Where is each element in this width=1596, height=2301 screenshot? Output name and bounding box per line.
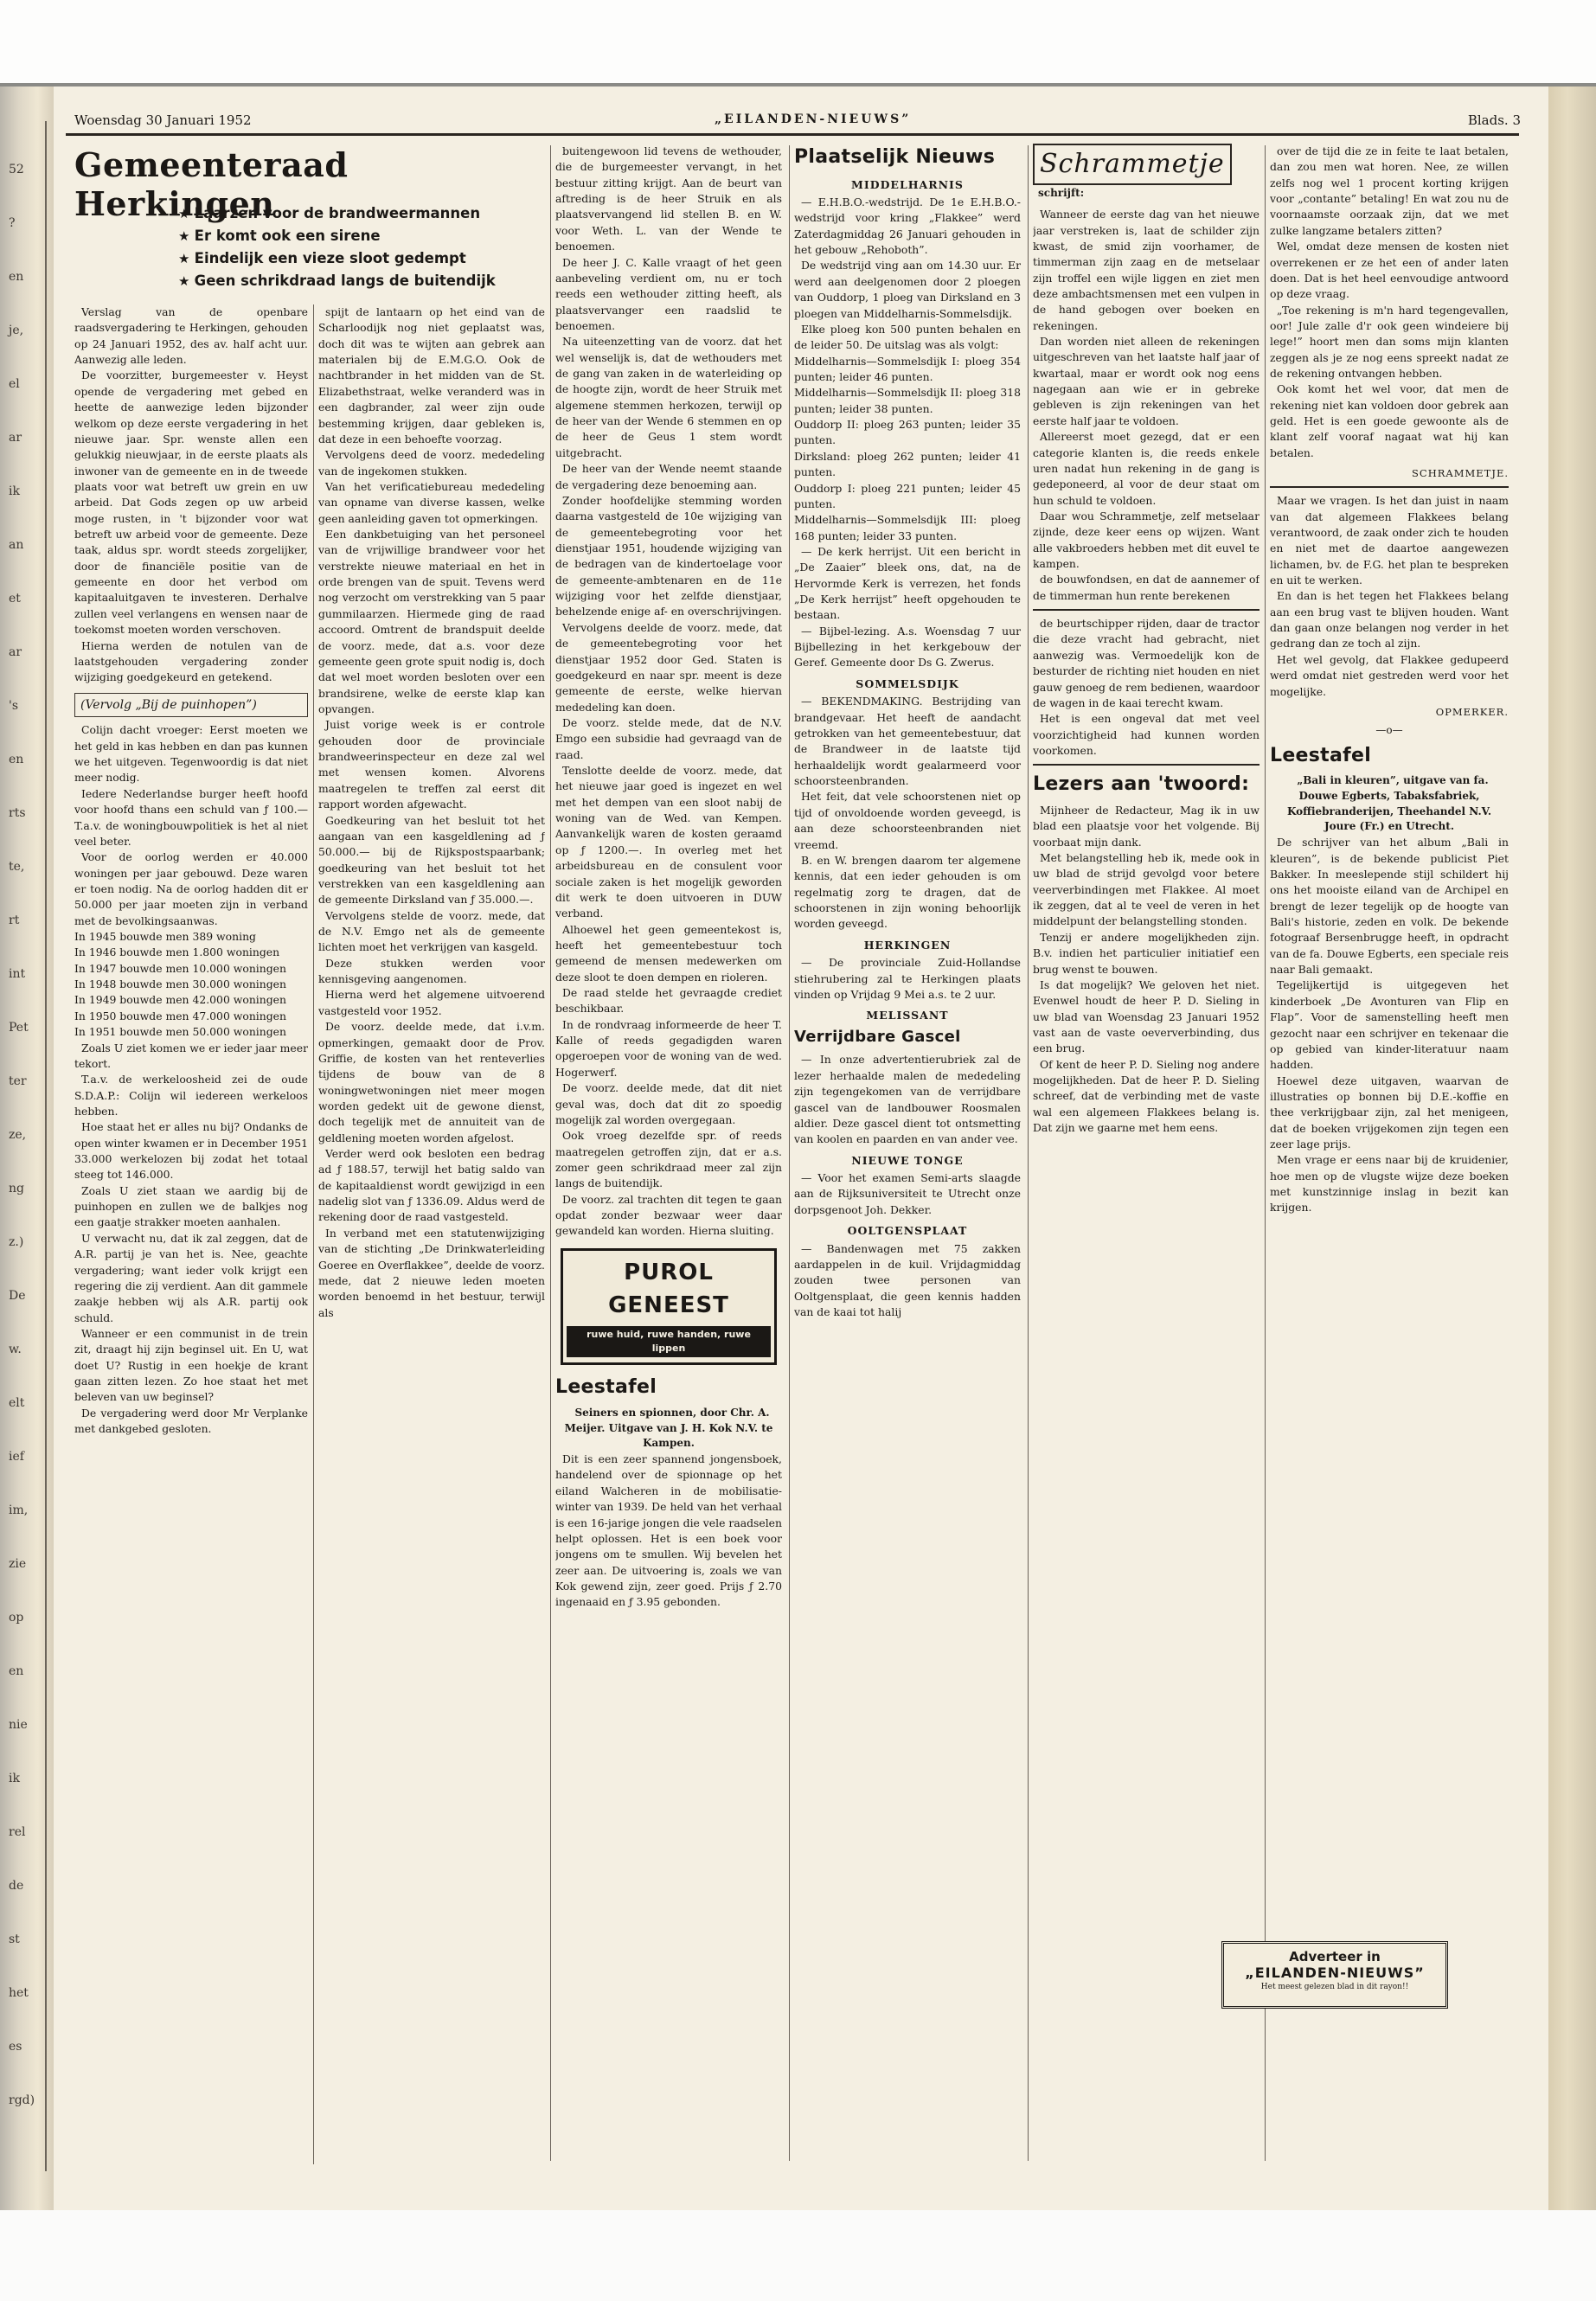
paragraph: Wanneer er een communist in de trein zit, draagt hij zijn beginsel uit. En U, wat doet U? Rustig in een hoekje de krant gaan zitten lezen. Zo hoe staat het met beleven van uw beginsel? [74, 1327, 308, 1404]
paragraph: Elke ploeg kon 500 punten behalen en de leider 50. De uitslag was als volgt: [794, 322, 1021, 352]
paragraph: Wanneer de eerste dag van het nieuwe jaar verstreken is, laat de schilder zijn kwast, de smid zijn voorhamer, de timmerman zijn zaag en de metselaar zijn troffel een wijle liggen en ziet men deze ambachtsmensen met een vulpen in de hand gebogen over boeken en rekeningen. [1033, 208, 1259, 332]
paragraph: Dan worden niet alleen de rekeningen uitgeschreven van het laatste half jaar of kwartaal, maar er wordt ook nog eens nagegaan aan wie er in gebreke gebleven is zijn rekeningen van het eerste half jaar te voldoen. [1033, 335, 1259, 427]
paragraph: — De provinciale Zuid-Hollandse stiehrubering zal te Herkingen plaats vinden op Vrijdag 9 Mei a.s. te 2 uur. [794, 956, 1021, 1001]
place-heading: MELISSANT [866, 1009, 949, 1022]
paragraph: — In onze advertentierubriek zal de lezer herhaalde malen de mededeling zijn tegengekomen van de verrijdbare gascel van de landbouwer Roosmalen aldier. Deze gascel dient tot ontsmetting van koolen en paarden en van ander vee. [794, 1053, 1021, 1146]
paragraph: Is dat mogelijk? We geloven het niet. Evenwel houdt de heer P. D. Sieling in uw blad van Woensdag 23 Januari 1952 vast aan de vaste oeververbinding, dus een brug. [1033, 977, 1259, 1055]
edge-fragment: el [9, 377, 20, 391]
edge-fragment: rgd) [9, 2093, 35, 2107]
paragraph: De voorzitter, burgemeester v. Heyst opende de vergadering met gebed en heette de aanwezige leden bijzonder welkom op deze eerste vergadering in het nieuwe jaar. Spr. wenste allen een gelukkig nieuwjaar, in de eerste plaats als inwoner van de gemeente en in de tweede plaats voor wat betreft uw grein en uw arbeid. Dat Gods zegen op uw arbeid moge rusten, in 't bijzonder voor wat betreft uw arbeid voor de gemeente. Deze taak, aldus spr. wordt steeds zorgelijker, door de financiële positie van de gemeente en door het verbod om kapitaaluitgaven te investeren. Derhalve zullen veel verlangens en wensen naar de toekomst moeten worden verschoven. [74, 369, 308, 637]
column-rule [789, 145, 790, 2161]
paragraph: Maar we vragen. Is het dan juist in naam van dat algemeen Flakkees belang verantwoord, de zaak onder zich te houden en niet met de daartoe aangewezen lichamen, bv. de F.G. het plan te bespreken en uit te werken. [1270, 494, 1509, 586]
paragraph: Een dankbetuiging van het personeel van de vrijwillige brandweer voor het verstrekte nieuwe materiaal en het in orde brengen van de spuit. Tevens werd nog verzocht om verstrekking van 5 paar gummilaarzen. Hiermede ging de raad accoord. Omtrent de brandspuit deelde de voorz. mede, dat a.s. voor deze gemeente geen grote spuit nodig is, doch dat wel moet worden besloten over een brandsirene, welke de eerste klap kan opvangen. [318, 528, 545, 715]
schrammetje-note: schrijft: [1038, 187, 1085, 200]
place-heading: OOLTGENSPLAAT [847, 1224, 968, 1238]
paragraph: Men vrage er eens naar bij de kruidenier, hoe men op de vlugste wijze deze boeken met kunstzinnige inslag in bezit kan krijgen. [1270, 1153, 1509, 1215]
issue-date: Woensdag 30 Januari 1952 [74, 112, 252, 128]
paragraph: De schrijver van het album „Bali in kleuren”, is de bekende publicist Piet Bakker. In meeslepende stijl schildert hij ons het mooiste eiland van de Archipel en brengt de lezer tegelijk op de hoogte van Bali's historie, zeden en volk. De bekende fotograaf Bersenbrugge heeft, in opdracht van de fa. Douwe Egberts, een speciale reis naar Bali gemaakt. [1270, 836, 1509, 977]
housing-row: In 1950 bouwde men 47.000 woningen [74, 1009, 286, 1022]
edge-fragment: nie [9, 1718, 28, 1732]
result-row: Ouddorp I: ploeg 221 punten; leider 45 punten. [794, 481, 1021, 510]
place-heading: MIDDELHARNIS [851, 177, 964, 191]
result-row: Middelharnis—Sommelsdijk III: ploeg 168 punten; leider 33 punten. [794, 513, 1021, 542]
paragraph: „Toe rekening is m'n hard tegengevallen, oor! Jule zalle d'r ook geen windeiere bij lege!” hoort men dan soms mijn klanten zeggen als je ze nog eens spreekt nadat ze de rekening ontvangen hebben. [1270, 303, 1509, 381]
paragraph: over de tijd die ze in feite te laat betalen, dan zou men wat horen. Nee, ze willen zelfs nog wel 1 procent korting krijgen voor „contante” betaling! En wat zou nu de voornaamste oorzaak zijn, dat we met zulke langzame betalers zitten? [1270, 144, 1509, 237]
column-rule [1265, 145, 1266, 2161]
paragraph: — Bijbel-lezing. A.s. Woensdag 7 uur Bijbellezing in het kerkgebouw der Geref. Gemeente door Ds G. Zwerus. [794, 624, 1021, 670]
paragraph: — De kerk herrijst. Uit een bericht in „De Zaaier” bleek ons, dat, na de Hervormde Kerk is verrezen, het fonds „De Kerk herrijst” heeft opgehouden te bestaan. [794, 544, 1021, 622]
housing-row: In 1945 bouwde men 389 woning [74, 930, 256, 944]
purol-tagline: ruwe huid, ruwe handen, ruwe lippen [567, 1326, 771, 1358]
edge-fragment: w. [9, 1343, 22, 1356]
paragraph: De wedstrijd ving aan om 14.30 uur. Er werd aan deelgenomen door 2 ploegen van Ouddorp, 1 ploeg van Dirksland en 3 ploegen van Middelharnis-Sommelsdijk. [794, 259, 1021, 320]
result-row: Middelharnis—Sommelsdijk I: ploeg 354 punten; leider 46 punten. [794, 354, 1021, 383]
edge-fragment: ter [9, 1074, 27, 1088]
paragraph: En dan is het tegen het Flakkees belang aan een brug vast te blijven houden. Want dan gaan onze belangen nog verder in het gedrang dan ze toch al zijn. [1270, 589, 1509, 651]
edge-fragment: elt [9, 1396, 25, 1410]
edge-fragment: es [9, 2040, 22, 2054]
result-row: Dirksland: ploeg 262 punten; leider 41 punten. [794, 449, 1021, 479]
result-row: Ouddorp II: ploeg 263 punten; leider 35 punten. [794, 418, 1021, 447]
paragraph: Hierna werd het algemene uitvoerend vastgesteld voor 1952. [318, 988, 545, 1017]
edge-fragment: im, [9, 1503, 29, 1517]
housing-row: In 1951 bouwde men 50.000 woningen [74, 1025, 286, 1039]
edge-fragment: ze, [9, 1128, 27, 1142]
paragraph: De heer van der Wende neemt staande de vergadering deze benoeming aan. [555, 462, 782, 491]
letters-heading: Lezers aan 'twoord: [1033, 773, 1250, 796]
newspaper-page [54, 87, 1548, 2210]
paragraph: Mijnheer de Redacteur, Mag ik in uw blad een plaatsje voor het volgende. Bij voorbaat mijn dank. [1033, 803, 1259, 849]
paragraph: Hierna werden de notulen van de laatstgehouden vergadering zonder wijziging goedgekeurd en getekend. [74, 638, 308, 684]
column-1 [74, 304, 308, 2169]
edge-fragment: 52 [9, 163, 24, 176]
paragraph: B. en W. brengen daarom ter algemene kennis, dat een ieder gehouden is om regelmatig zorg te dragen, dat de schoorstenen in zijn woning behoorlijk worden geveegd. [794, 853, 1021, 931]
paragraph: Met belangstelling heb ik, mede ook in uw blad de strijd gevolgd voor betere veerverbindingen met Flakkee. Al moet ik zeggen, dat al te veel de veren in het middelpunt der belangstelling stonden. [1033, 850, 1259, 928]
edge-fragment: en [9, 1664, 24, 1678]
edge-fragment: rt [9, 913, 20, 927]
continued-heading: (Vervolg „Bij de puinhopen”) [74, 693, 308, 718]
scanner-bottom [0, 2210, 1596, 2301]
signature: SCHRAMMETJE. [1412, 467, 1509, 480]
housing-row: In 1948 bouwde men 30.000 woningen [74, 977, 286, 991]
edge-fragment: ik [9, 1772, 20, 1785]
advertise-paper-name: „EILANDEN-NIEUWS” [1245, 1965, 1425, 1981]
paragraph: Zoals U ziet staan we aardig bij de puinhopen en zullen we de balkjes nog een gaatje strakker moeten aanhalen. [74, 1183, 308, 1229]
paragraph: Hoe staat het er alles nu bij? Ondanks de open winter kwamen er in December 1951 33.000 werkelozen bij zodat het totaal steeg tot 146.000. [74, 1120, 308, 1182]
column-rule [313, 304, 314, 2164]
paragraph: De voorz. stelde mede, dat de N.V. Emgo een subsidie had gevraagd van de raad. [555, 715, 782, 761]
edge-fragment: zie [9, 1557, 27, 1571]
paragraph: Ook vroeg dezelfde spr. of reeds maatregelen getroffen zijn, dat er a.s. zomer geen schrikdraad meer zal zijn langs de buitendijk. [555, 1129, 782, 1190]
headline-subheads [178, 202, 550, 292]
paragraph: de bouwfondsen, en dat de aannemer of de timmerman hun rente berekenen [1033, 573, 1259, 602]
column-5 [1033, 144, 1259, 2168]
result-row: Middelharnis—Sommelsdijk II: ploeg 318 punten; leider 38 punten. [794, 386, 1021, 415]
paragraph: — BEKENDMAKING. Bestrijding van brandgevaar. Het heeft de aandacht getrokken van het gemeentebestuur, dat de Brandweer in de laatste tijd herhaaldelijk wordt gealarmeerd voor schoorsteenbranden. [794, 695, 1021, 788]
leestafel-heading: Leestafel [1270, 744, 1372, 766]
edge-fragment: te, [9, 860, 25, 874]
paragraph: U verwacht nu, dat ik zal zeggen, dat de A.R. partij je van het is. Nee, geachte vergadering; want ieder volk krijgt een regering die zij verdient. Aan dit gammele zaakje hebben wij als A.R. partij ook schuld. [74, 1231, 308, 1324]
column-3 [555, 144, 782, 2168]
paragraph: Allereerst moet gezegd, dat er een categorie klanten is, die reeds enkele uren nadat hun rekening in de gang is gedeponeerd, al voor de deur staat om hun schuld te voldoen. [1033, 430, 1259, 507]
column-rule [1028, 145, 1029, 2161]
paragraph: Wel, omdat deze mensen de kosten niet overrekenen er ze het een of ander laten doen. Dat is het heel eenvoudige antwoord op deze vraag. [1270, 240, 1509, 301]
results-list [794, 354, 1021, 544]
edge-fragment: ief [9, 1450, 24, 1464]
edge-fragment: ? [9, 216, 16, 230]
edge-fragment: et [9, 592, 21, 606]
column-rule [550, 145, 551, 2161]
paragraph: Tenzij er andere mogelijkheden zijn. B.v. indien het particulier initiatief een brug wenst te bouwen. [1033, 930, 1259, 976]
paragraph: Dit is een zeer spannend jongensboek, handelend over de spionnage op het eiland Walcheren in de mobilisatie-winter van 1939. De held van het verhaal is een 16-jarige jongen die vele raadselen helpt oplossen. Het is een boek voor jongens om te smullen. Wij bevelen het zeer aan. De uitvoering is, zoals we van Kok gewend zijn, zeer goed. Prijs ƒ 2.70 ingenaaid en ƒ 3.95 gebonden. [555, 1452, 782, 1609]
paragraph: Na uiteenzetting van de voorz. dat het wel wenselijk is, dat de wethouders met de gang van zaken in de waterleiding op de hoogte zijn, wordt de heer Struik met algemene stemmen herkozen, terwijl op de heer van der Wende 6 stemmen en op de heer de Geus 1 stem wordt uitgebracht. [555, 335, 782, 459]
paragraph: De heer J. C. Kalle vraagt of het geen aanbeveling verdient om, nu er toch reeds een wethouder zitting heeft, als plaatsvervanger een raadslid te benoemen. [555, 255, 782, 332]
place-heading: HERKINGEN [863, 938, 952, 952]
section-rule [1033, 764, 1259, 766]
paragraph: De voorz. deelde mede, dat dit niet geval was, doch dat dit zo spoedig mogelijk zal worden overgegaan. [555, 1081, 782, 1126]
paragraph: Vervolgens deelde de voorz. mede, dat de gemeentebegroting voor het dienstjaar 1952 door Ged. Staten is goedgekeurd en naar spr. meent is deze gemeente de eerste, welke hiervan mededeling kan doen. [555, 620, 782, 714]
edge-fragment: st [9, 1932, 20, 1946]
schrammetje-heading [1033, 144, 1259, 202]
edge-fragment: en [9, 270, 24, 284]
subhead: ★ Laarzen voor de brandweermannen [178, 202, 550, 225]
signature: OPMERKER. [1435, 705, 1509, 718]
paragraph: Verder werd ook besloten een bedrag ad ƒ 188.57, terwijl het batig saldo van de kapitaaldienst wordt gewijzigd in een nadelig slot van ƒ 1336.09. Aldus werd de rekening door de raad vastgesteld. [318, 1147, 545, 1224]
edge-fragment: ar [9, 431, 22, 445]
paragraph: Goedkeuring van het besluit tot het aangaan van een kasgeldlening ad ƒ 50.000.— bij de Rijkspostspaarbank; goedkeuring van het besluit tot het verstrekken van een kasgeldlening aan de gemeente Dirksland van ƒ 35.000.—. [318, 813, 545, 907]
purol-advertisement [561, 1248, 777, 1365]
housing-row: In 1949 bouwde men 42.000 woningen [74, 993, 286, 1007]
paragraph: de beurtschipper rijden, daar de tractor die deze vracht had gebracht, niet aanwezig was. Vermoedelijk kon de besturder de richting niet houden en niet gauw genoeg de rem bedienen, waardoor de wagen in de kaai terecht kwam. [1033, 617, 1259, 709]
main-headline: Gemeenteraad Herkingen [74, 145, 349, 223]
local-news-heading: Plaatselijk Nieuws [794, 146, 996, 168]
paragraph: Zonder hoofdelijke stemming worden daarna vastgesteld de 10e wijziging van de gemeentebegroting voor het dienstjaar 1951, houdende wijziging van de bedragen van de kindertoelage voor de gemeente-ambtenaren en de 11e wijziging voor het zelfde dienstjaar, behelzende enige af- en overschrijvingen. [555, 493, 782, 619]
place-heading: SOMMELSDIJK [856, 676, 959, 690]
advertise-line: Adverteer in [1289, 1949, 1381, 1965]
paragraph: In de rondvraag informeerde de heer T. Kalle of reeds gegadigden waren opgeroepen voor de woning van de wed. Hogerwerf. [555, 1017, 782, 1079]
paragraph: Voor de oorlog werden er 40.000 woningen per jaar gebouwd. Deze waren er toen nodig. Na de oorlog hadden dit er 50.000 per jaar moeten zijn in verband met de bevolkingsaanwas. [74, 850, 308, 927]
header-rule [66, 133, 1519, 136]
section-rule [1033, 609, 1259, 611]
place-heading: NIEUWE TONGE [851, 1153, 964, 1167]
paragraph: Zoals U ziet komen we er ieder jaar meer tekort. [74, 1041, 308, 1070]
paragraph: Vervolgens deed de voorz. mededeling van de ingekomen stukken. [318, 448, 545, 478]
paragraph: In verband met een statutenwijziging van de stichting „De Drinkwaterleiding Goeree en Overflakkee”, deelde de voorz. mede, dat 2 nieuwe leden moeten worden benoemd in het bestuur, terwijl als [318, 1226, 545, 1319]
paragraph: Het wel gevolg, dat Flakkee gedupeerd werd omdat niet gestreden werd voor het mogelijke. [1270, 652, 1509, 698]
right-page-edge [1548, 87, 1596, 2214]
running-head [74, 109, 1521, 133]
column-2 [318, 304, 545, 2169]
subhead: ★ Eindelijk een vieze sloot gedempt [178, 247, 550, 270]
section-rule [1270, 486, 1509, 488]
leestafel-heading: Leestafel [555, 1376, 657, 1399]
edge-fragment: ar [9, 645, 22, 659]
paragraph: Colijn dacht vroeger: Eerst moeten we het geld in kas hebben en dan pas kunnen we het uitgeven. Tegenwoordig is dat niet meer nodig. [74, 723, 308, 785]
paragraph: buitengewoon lid tevens de wethouder, die de burgemeester vervangt, in het bestuur zitting krijgt. Aan de beurt van aftreding is de heer Struik en als plaatsvervangend lid stellen B. en W. voor Weth. L. van der Wende te benoemen. [555, 144, 782, 253]
paragraph: — Voor het examen Semi-arts slaagde aan de Rijksuniversiteit te Utrecht onze dorpsgenoot Joh. Dekker. [794, 1171, 1021, 1216]
paragraph: De raad stelde het gevraagde crediet beschikbaar. [555, 986, 782, 1016]
column-4 [794, 144, 1021, 2168]
paragraph: De vergadering werd door Mr Verplanke met dankgebed gesloten. [74, 1406, 308, 1436]
paragraph: T.a.v. de werkeloosheid zei de oude S.D.A.P.: Colijn wil iedereen werkeloos hebben. [74, 1073, 308, 1118]
housing-list [74, 929, 308, 1041]
paragraph: Daar wou Schrammetje, zelf metselaar zijnde, deze keer eens op wijzen. Want alle vakbroeders hebben met dit euvel te kampen. [1033, 509, 1259, 571]
edge-fragment: je, [9, 324, 24, 337]
column-6 [1270, 144, 1509, 2034]
paragraph: Het feit, dat vele schoorstenen niet op tijd of onvoldoende worden geveegd, is aan deze schoorsteenbranden niet vreemd. [794, 790, 1021, 851]
schrammetje-logo: Schrammetje [1033, 144, 1232, 185]
edge-fragment: z.) [9, 1235, 24, 1249]
page-number: Blads. 3 [1467, 112, 1521, 128]
purol-headline: PUROL GENEEST [608, 1259, 729, 1319]
paragraph: Tegelijkertijd is uitgegeven het kinderboek „De Avonturen van Flip en Flap”. Voor de samenstelling heeft men gezocht naar een schrijver en tekenaar die op gebied van kinder-literatuur naam hadden. [1270, 978, 1509, 1072]
edge-fragment: ik [9, 484, 20, 498]
edge-fragment: an [9, 538, 24, 552]
subhead: ★ Er komt ook een sirene [178, 225, 550, 247]
edge-fragment: en [9, 753, 24, 766]
paragraph: Het is een ongeval dat met veel voorzichtigheid had kunnen worden voorkomen. [1033, 712, 1259, 757]
paragraph: Verslag van de openbare raadsvergadering te Herkingen, gehouden op 24 Januari 1952, des av. half acht uur. Aanwezig alle leden. [74, 305, 308, 367]
edge-fragment: 's [9, 699, 19, 713]
paragraph: Alhoewel het geen gemeentekost is, heeft het gemeentebestuur toch gemeend de mensen medewerken om deze sloot te doen dempen en rioleren. [555, 922, 782, 984]
paragraph: De voorz. zal trachten dit tegen te gaan opdat zonder bezwaar weer daar gewandeld kan worden. Hierna sluiting. [555, 1192, 782, 1238]
book-title: „Bali in kleuren”, uitgave van fa. Douwe Egberts, Tabaksfabriek, Koffiebranderijen, Theehandel N.V. Joure (Fr.) en Utrecht. [1286, 774, 1492, 833]
paragraph: Tenslotte deelde de voorz. mede, dat het nieuwe jaar goed is ingezet en wel met het dempen van een sloot nabij de woning van de Wed. van Kempen. Aanvankelijk waren de kosten geraamd op ƒ 1200.—. In overleg met het arbeidsbureau en de consulent voor sociale zaken is het mogelijk geworden dit werk te doen uitvoeren in DUW verband. [555, 764, 782, 920]
paragraph: Vervolgens stelde de voorz. mede, dat de N.V. Emgo net als de gemeente lichten moet het verkrijgen van kasgeld. [318, 908, 545, 954]
paragraph: Deze stukken werden voor kennisgeving aangenomen. [318, 956, 545, 986]
edge-fragment: ng [9, 1182, 24, 1195]
paragraph: Juist vorige week is er controle gehouden door de provinciale brandweerinspecteur en deze zal wel met wensen komen. Alvorens maatregelen te treffen zal eerst dit rapport worden afgewacht. [318, 718, 545, 811]
advertise-box [1221, 1941, 1448, 2009]
left-page-binding [7, 121, 47, 2171]
edge-fragment: de [9, 1879, 24, 1893]
separator: —o— [1375, 723, 1403, 736]
edge-fragment: De [9, 1289, 26, 1303]
paragraph: — Bandenwagen met 75 zakken aardappelen in de kuil. Vrijdagmiddag zouden twee personen van Ooltgensplaat, die geen kennis hadden van de kaai tot halij [794, 1241, 1021, 1319]
housing-row: In 1947 bouwde men 10.000 woningen [74, 961, 286, 975]
edge-fragment: het [9, 1986, 29, 2000]
paper-name: „EILANDEN-NIEUWS” [715, 112, 912, 126]
edge-fragment: int [9, 967, 26, 981]
advertise-tagline: Het meest gelezen blad in dit rayon!! [1260, 1983, 1409, 1991]
housing-row: In 1946 bouwde men 1.800 woningen [74, 945, 280, 959]
paragraph: Hoewel deze uitgaven, waarvan de illustraties op bonnen bij D.E.-koffie en thee verkrijgbaar zijn, zal het menigeen, dat de boeken vrijgekomen zijn tegen een zeer lage prijs. [1270, 1074, 1509, 1151]
edge-fragment: Pet [9, 1021, 29, 1035]
paragraph: Of kent de heer P. D. Sieling nog andere mogelijkheden. Dat de heer P. D. Sieling schreef, dat de verbinding met de vaste wal een algemeen Flakkees belang is. Dat zijn we gaarne met hem eens. [1033, 1057, 1259, 1135]
edge-fragment: rts [9, 806, 26, 820]
paragraph: — E.H.B.O.-wedstrijd. De 1e E.H.B.O.-wedstrijd voor kring „Flakkee” werd Zaterdagmiddag 26 Januari gehouden in het gebouw „Rehoboth”. [794, 195, 1021, 257]
edge-fragment: op [9, 1611, 24, 1625]
paragraph: Iedere Nederlandse burger heeft hoofd voor hoofd thans een schuld van ƒ 100.— T.a.v. de woningbouwpolitiek is het al niet veel beter. [74, 786, 308, 848]
paragraph: De voorz. deelde mede, dat i.v.m. opmerkingen, gemaakt door de Prov. Griffie, de kosten van het renteverlies tijdens de bouw van de 8 woningwetwoningen niet meer mogen worden gedekt uit de gewone dienst, doch tegelijk met de annuiteit van de geldlening moeten worden afgelost. [318, 1020, 545, 1144]
edge-fragment: rel [9, 1825, 26, 1839]
gascel-heading: Verrijdbare Gascel [794, 1027, 961, 1046]
paragraph: spijt de lantaarn op het eind van de Scharloodijk nog niet geplaatst was, doch dit was te wijten aan gebrek aan materialen bij de E.M.G.O. Ook de nachtbrander in het midden van de St. Elizabethstraat, welke veranderd was in een dagbrander, zal weer zijn oude bestemming krijgen, daar gebleken is, dat deze in een behoefte voorzag. [318, 305, 545, 445]
subhead: ★ Geen schrikdraad langs de buitendijk [178, 270, 550, 292]
book-title: Seiners en spionnen, door Chr. A. Meijer. Uitgave van J. H. Kok N.V. te Kampen. [564, 1406, 773, 1450]
paragraph: Ook komt het wel voor, dat men de rekening niet kan voldoen door gebrek aan geld. Het is een goede gewoonte als de klant zelf vooraf nagaat wat hij kan betalen. [1270, 382, 1509, 459]
paragraph: Van het verificatiebureau mededeling van opname van diverse kassen, welke geen aanleiding gaven tot opmerkingen. [318, 479, 545, 525]
